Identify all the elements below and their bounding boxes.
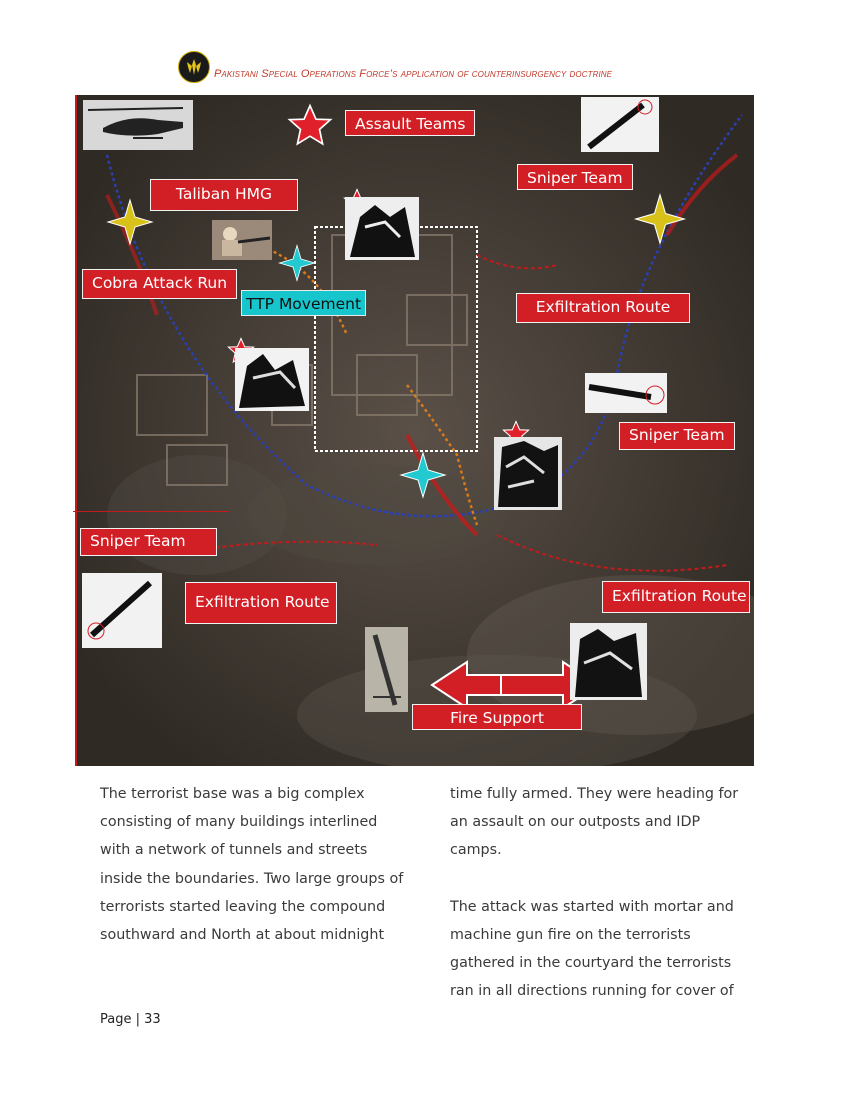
label-assault-teams: Assault Teams <box>345 110 475 136</box>
cobra-helicopter-photo <box>83 100 193 150</box>
label-exfil-route-sw: Exfiltration Route <box>185 582 337 624</box>
label-sniper-team-ne: Sniper Team <box>517 164 633 190</box>
body-column-left <box>100 780 405 949</box>
sniper-photo-w <box>82 573 162 648</box>
assault-team-photo-1 <box>345 197 419 260</box>
hmg-gunner-photo <box>212 220 272 260</box>
sniper-photo-e <box>585 373 667 413</box>
sniper-photo-ne <box>581 97 659 152</box>
mortar-photo <box>365 627 408 712</box>
body-paragraph: The attack was started with mortar and machine gun fire on the terrorists gathered in the courtyard the terrorists ran in all directions running for cover of <box>450 898 734 1000</box>
page-number: Page | 33 <box>100 1012 161 1027</box>
body-paragraph: The terrorist base was a big complex consisting of many buildings interlined with a network of tunnels and streets inside the boundaries. Two large groups of terrorists started leaving the compound southward and North at about midnight <box>100 786 404 944</box>
header-title: Pakistani Special Operations Force’s application of counterinsurgency doctrine <box>214 68 613 80</box>
page-header <box>178 52 612 82</box>
assault-team-photo-3 <box>494 437 562 510</box>
label-exfil-route-ne: Exfiltration Route <box>516 293 690 323</box>
machine-gun-crew-photo <box>570 623 647 700</box>
label-cobra-attack-run: Cobra Attack Run <box>82 269 237 299</box>
label-exfil-route-se: Exfiltration Route <box>602 581 750 613</box>
label-ttp-movement: TTP Movement <box>241 290 366 316</box>
label-fire-support: Fire Support <box>412 704 582 730</box>
edge-mark <box>73 511 229 512</box>
emblem-icon <box>178 51 210 83</box>
label-sniper-team-e: Sniper Team <box>619 422 735 450</box>
operation-map <box>75 95 754 766</box>
body-paragraph: time fully armed. They were heading for an assault on our outposts and IDP camps. <box>450 786 739 859</box>
body-column-right <box>450 780 755 1005</box>
assault-team-photo-2 <box>235 348 309 411</box>
label-taliban-hmg: Taliban HMG <box>150 179 298 211</box>
label-sniper-team-w: Sniper Team <box>80 528 217 556</box>
